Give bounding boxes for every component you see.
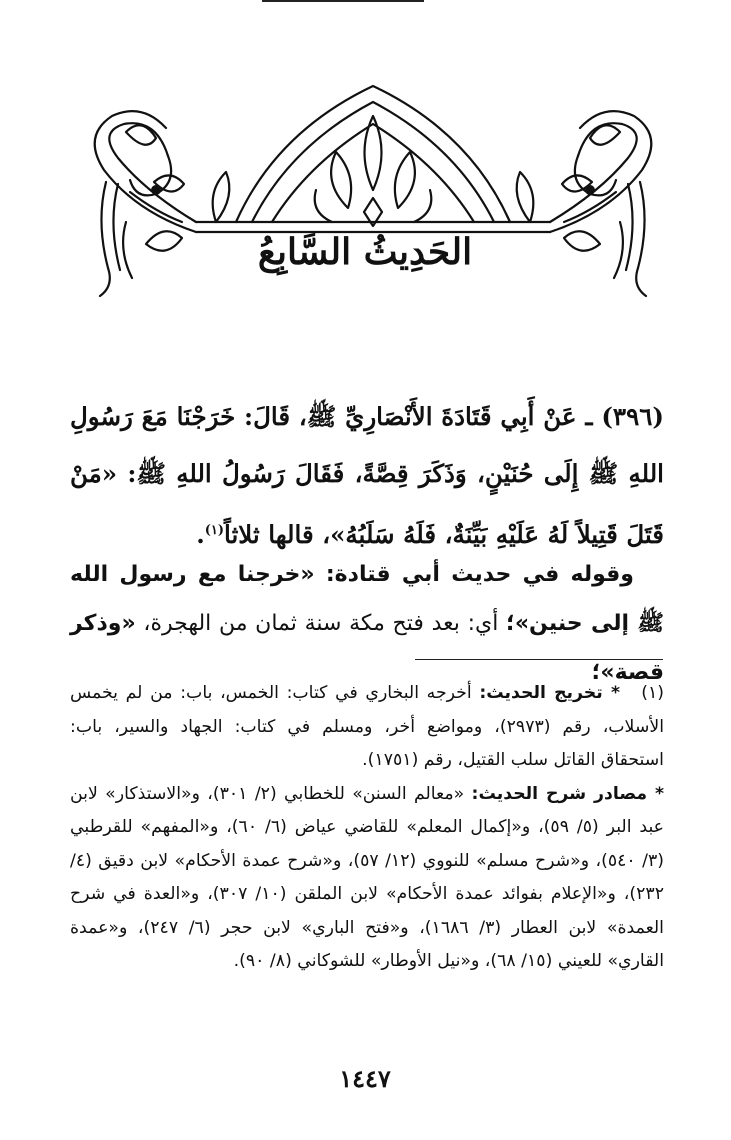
commentary-paragraph [70,550,664,697]
chapter-title: الحَدِيثُ السَّابِعُ [257,231,473,273]
footnote-separator [415,659,663,660]
footnote-marker: (١) [204,523,225,538]
hadith-body: ـ عَنْ أَبِي قَتَادَةَ الأَنْصَارِيِّ ﷺ، قَالَ: خَرَجْنَا مَعَ رَسُولِ اللهِ ﷺ إِلَى حُنَيْنٍ، وَذَكَرَ قِصَّةً، فَقَالَ رَسُولُ اللهِ ﷺ: «مَنْ قَتَلَ قَتِيلاً لَهُ عَلَيْهِ بَيِّنَةٌ، فَلَهُ سَلَبُهُ»، قالها ثلاثاً [70,402,664,550]
footnote-takhrij [70,677,664,778]
footnotes [70,677,664,979]
takhrij-label: * تخريج الحديث: [479,683,620,703]
takhrij-text: أخرجه البخاري في كتاب: الخمس، باب: من لم يخمس الأسلاب، رقم (٢٩٧٣)، ومواضع أخر، ومسلم في كتاب: الجهاد والسير، باب: استحقاق القاتل سلب القتيل، رقم (١٧٥١). [70,683,664,770]
page-number: ١٤٤٧ [339,1064,391,1093]
commentary-lead: وقوله في حديث أبي قتادة: «خرجنا مع رسول الله ﷺ إلى حنين»؛ [70,562,665,636]
footnote-number: (١) [641,683,664,703]
commentary-text: أي: بعد فتح مكة سنة ثمان من الهجرة، [135,611,507,636]
footnote-sources [70,778,664,979]
commentary-tail: «وذكر قصة»؛ [70,611,664,685]
top-rule [262,0,424,2]
hadith-number: (٣٩٦) [601,402,664,431]
hadith-text [70,388,664,563]
hadith-end: . [196,520,205,550]
sources-text: «معالم السنن» للخطابي (٢/ ٣٠١)، و«الاستذكار» لابن عبد البر (٥/ ٥٩)، و«إكمال المعلم» للقاضي عياض (٦/ ٦٠)، و«المفهم» للقرطبي (٣/ ٥٤٠)، و«شرح مسلم» للنووي (١٢/ ٥٧)، و«شرح عمدة الأحكام» لابن دقيق (٤/ ٢٣٢)، و«الإعلام بفوائد عمدة الأحكام» لابن الملقن (١٠/ ٣٠٧)، و«العدة في شرح العمدة» لابن العطار (٣/ ١٦٨٦)، و«فتح الباري» لابن حجر (٦/ ٢٤٧)، و«عمدة القاري» للعيني (١٥/ ٦٨)، و«نيل الأوطار» للشوكاني (٨/ ٩٠). [70,783,664,971]
sources-label: * مصادر شرح الحديث: [471,783,664,804]
